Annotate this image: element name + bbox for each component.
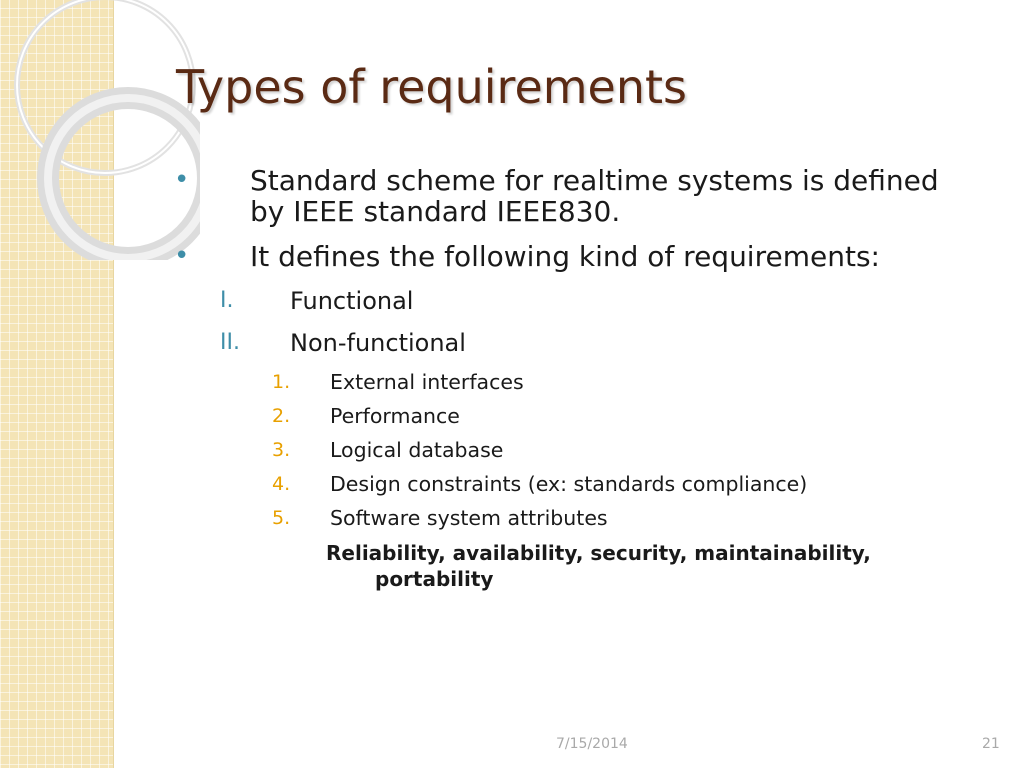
bullet-item [160,241,980,272]
bullet-marker: • [174,241,190,271]
roman-marker: I. [220,288,234,313]
numbered-list-item [160,438,980,463]
roman-list-item [160,286,980,316]
numbered-list-item [160,506,980,531]
numbered-list-item [160,472,980,497]
slide-title: Types of requirements [176,60,688,114]
bullet-marker: • [174,165,190,195]
bullet-item [160,165,980,227]
attributes-note [160,540,980,592]
numbered-list-item [160,404,980,429]
numbered-item-text: Logical database [330,438,504,462]
roman-marker: II. [220,330,240,355]
bullet-text: It defines the following kind of requirements: [250,240,880,273]
attributes-line: Reliability, availability, security, maintainability, [326,541,871,565]
slide-number: 21 [982,736,1000,752]
number-marker: 1. [272,371,291,393]
numbered-item-text: Software system attributes [330,506,608,530]
numbered-list-item [160,370,980,395]
roman-item-text: Functional [290,287,414,315]
bullet-text: Standard scheme for realtime systems is defined by IEEE standard IEEE830. [250,164,939,228]
numbered-item-text: Design constraints (ex: standards compliance) [330,472,808,496]
numbered-item-text: External interfaces [330,370,524,394]
number-marker: 5. [272,507,291,529]
number-marker: 2. [272,405,291,427]
roman-list-item [160,328,980,358]
footer-date: 7/15/2014 [556,736,628,752]
attributes-line: portability [375,567,494,591]
slide-body [160,165,980,592]
number-marker: 4. [272,473,291,495]
numbered-item-text: Performance [330,404,460,428]
number-marker: 3. [272,439,291,461]
roman-item-text: Non-functional [290,329,466,357]
